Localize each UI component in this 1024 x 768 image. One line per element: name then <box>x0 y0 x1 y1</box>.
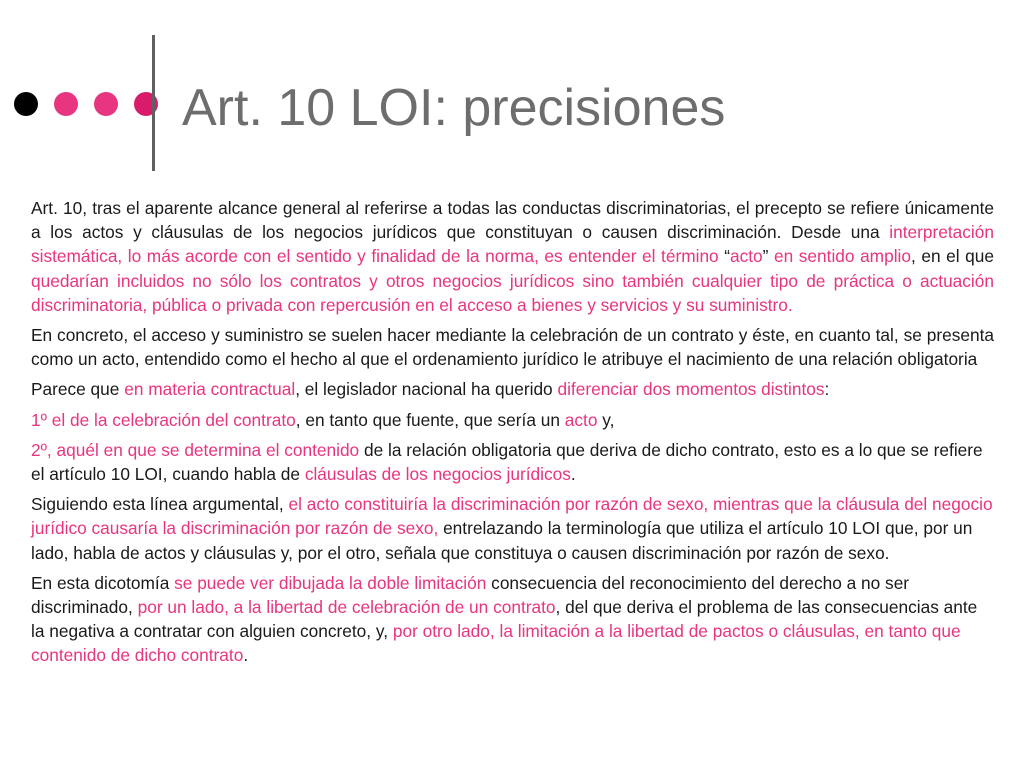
text-run: . <box>570 464 576 485</box>
text-run: “ <box>724 246 730 267</box>
bullet-dot-icon <box>54 92 78 116</box>
highlighted-text: diferenciar dos momentos distintos <box>557 379 825 400</box>
paragraph-2 <box>31 323 994 371</box>
paragraph-4 <box>31 408 994 432</box>
bullet-dot-icon <box>94 92 118 116</box>
decorative-dots <box>14 92 158 116</box>
text-run: y, <box>597 409 615 430</box>
bullet-dot-icon <box>14 92 38 116</box>
text-run: Art. 10, tras el aparente alcance general al referirse a todas las conductas discriminatorias, el precepto se refiere únicamente a los actos y cláusulas de los negocios jurídicos que constituyan o causen discriminación. Desde una <box>31 198 994 243</box>
paragraph-7 <box>31 571 994 668</box>
text-run: : <box>824 379 830 400</box>
highlighted-text: acto <box>730 246 763 267</box>
highlighted-text: quedarían incluidos no sólo los contratos y otros negocios jurídicos sino también cualquier tipo de práctica o actuación discriminatoria, pública o privada con repercusión en el acceso a bienes y servicios y su suministro. <box>31 270 994 315</box>
text-run: . <box>243 645 249 666</box>
highlighted-text: por un lado, a la libertad de celebración de un contrato <box>137 597 556 618</box>
text-run: consecuencia del reconocimiento del derecho a no ser discriminado, <box>31 572 910 618</box>
highlighted-text: acto <box>564 409 598 430</box>
slide-body <box>31 196 994 674</box>
text-run: ” <box>762 246 774 267</box>
highlighted-text: en sentido amplio <box>774 246 911 267</box>
text-run: de la relación obligatoria que deriva de dicho contrato, esto es a lo que se refiere el artículo 10 LOI, cuando habla de <box>31 439 983 485</box>
highlighted-text: 1º el de la celebración del contrato <box>31 409 296 430</box>
paragraph-6 <box>31 492 994 565</box>
paragraph-1 <box>31 196 994 317</box>
highlighted-text: se puede ver dibujada la doble limitación <box>174 572 487 593</box>
highlighted-text: cláusulas de los negocios jurídicos <box>304 464 571 485</box>
text-run: Parece que <box>31 379 125 400</box>
text-run: En concreto, el acceso y suministro se suelen hacer mediante la celebración de un contrato y éste, en cuanto tal, se presenta como un acto, entendido como el hecho al que el ordenamiento jurídico le atribuye el nacimiento de una relación obligatoria <box>31 325 994 370</box>
highlighted-text: interpretación sistemática, lo más acorde con el sentido y finalidad de la norma, es entender el término <box>31 222 994 267</box>
text-run: , en tanto que fuente, que sería un <box>295 409 565 430</box>
text-run: En esta dicotomía <box>31 572 175 593</box>
text-run: Siguiendo esta línea argumental, <box>31 494 289 515</box>
text-run: , en el que <box>910 246 994 267</box>
paragraph-3 <box>31 377 994 401</box>
title-divider <box>152 35 155 171</box>
text-run: , el legislador nacional ha querido <box>295 379 558 400</box>
highlighted-text: por otro lado, la limitación a la libertad de pactos o cláusulas, en tanto que contenido de dicho contrato <box>31 621 961 666</box>
highlighted-text: en materia contractual <box>124 379 296 400</box>
text-run: entrelazando la terminología que utiliza el artículo 10 LOI que, por un lado, habla de actos y cláusulas y, por el otro, señala que constituya o causen discriminación por razón de sexo. <box>31 518 973 563</box>
text-run: , del que deriva el problema de las consecuencias ante la negativa a contratar con alguien concreto, y, <box>31 597 978 642</box>
highlighted-text: 2º, aquél en que se determina el contenido <box>31 439 360 460</box>
highlighted-text: el acto constituiría la discriminación por razón de sexo, mientras que la cláusula del negocio jurídico causaría la discriminación por razón de sexo, <box>31 494 993 539</box>
slide-title: Art. 10 LOI: precisiones <box>182 79 726 137</box>
paragraph-5 <box>31 438 994 486</box>
